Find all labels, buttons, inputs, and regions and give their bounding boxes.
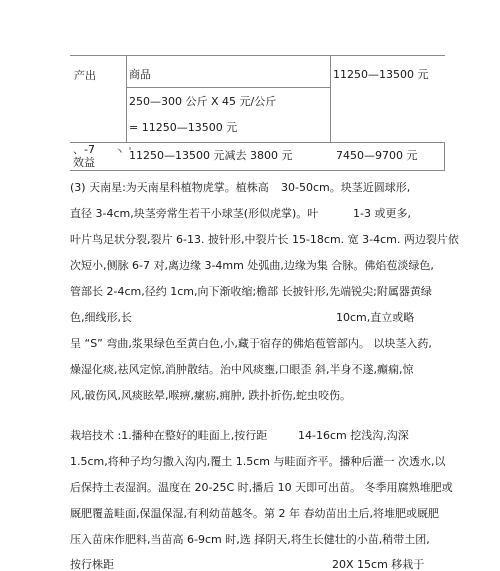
row-label-benefit: 效益 — [73, 156, 95, 169]
line-text: 风,破伤风,风痰眩晕,喉痹,瘰疬,痈肿, 跌扑折伤,蛇虫咬伤。 — [70, 389, 351, 402]
table-col-rule-1 — [126, 55, 127, 142]
line-text: 管部长 2-4cm,径约 1cm,向下渐收缩;檐部 长披针形,先端锐尖;附属器黄绿 — [70, 285, 432, 298]
table-col-rule-3 — [444, 142, 445, 170]
line-text-right: 20X 15cm 移栽于 — [332, 558, 425, 571]
table-col-rule-2 — [330, 55, 331, 142]
line-text-right: 14-16cm 挖浅沟,沟深 — [298, 429, 409, 442]
cell-calc-line: 250—300 公斤 X 45 元/公斤 — [129, 95, 277, 108]
line-text: 按行株距 — [70, 558, 114, 571]
line-text: 1.5cm,将种子均匀撒入沟内,覆土 1.5cm 与畦面齐平。播种后灌一 次透水,以 — [70, 455, 446, 468]
line-text-right: 1-3 或更多, — [353, 207, 411, 220]
cell-benefit-value: 7450—9700 元 — [336, 149, 418, 162]
line-text: 呈 “S” 弯曲,浆果绿色至黄白色,小,藏于宿存的佛焰苞管部内。 以块茎入药, — [70, 337, 432, 350]
row-mark: 丶 ' — [114, 145, 132, 158]
line-text: 色,细线形,长 — [70, 311, 132, 324]
row-label-top: 、-7 — [73, 143, 95, 156]
line-text: (3) 天南星:为天南星科植物虎掌。植株高 — [70, 181, 269, 194]
line-text: 压入苗床作肥料,当苗高 6-9cm 时,选 择阴天,将生长健壮的小苗,稍带土团, — [70, 533, 430, 546]
table-rule-inner — [126, 87, 330, 88]
cell-result-line: = 11250—13500 元 — [129, 121, 238, 134]
line-text: 直径 3-4cm,块茎旁常生若干小球茎(形似虎掌)。叶 — [70, 207, 319, 220]
line-text-right: 30-50cm。块茎近圆球形, — [281, 181, 411, 194]
line-text: 栽培技术 :1.播种在整好的畦面上,按行距 — [70, 429, 268, 442]
line-text-right: 10cm,直立或略 — [336, 311, 415, 324]
line-text: 次短小,侧脉 6-7 对,离边缘 3-4mm 处弧曲,边缘为集 合脉。佛焰苞淡绿色, — [70, 259, 434, 272]
table-rule-bottom — [70, 170, 445, 171]
line-text: 厩肥覆盖畦面,保温保湿,有利幼苗越冬。第 2 年 春幼苗出土后,将堆肥或厩肥 — [70, 507, 439, 520]
row-label-output: 产出 — [74, 69, 96, 82]
table-rule-mid — [126, 142, 445, 143]
line-text: 燥湿化痰,祛风定惊,消肿散结。治中风痰壅,口眼歪 斜,半身不遂,癫痫,惊 — [70, 363, 414, 376]
line-text: 叶片鸟足状分裂,裂片 6-13. 披针形,中裂片长 15-18cm. 宽 3-4cm. 两边裂片依 — [70, 233, 459, 246]
cell-item: 商品 — [129, 68, 151, 81]
cell-output-value: 11250—13500 元 — [333, 68, 429, 81]
cell-benefit-calc: 11250—13500 元减去 3800 元 — [129, 149, 293, 162]
line-text: 后保持土表湿润。温度在 20-25C 时,播后 10 天即可出苗。 冬季用腐熟堆肥或 — [70, 481, 453, 494]
